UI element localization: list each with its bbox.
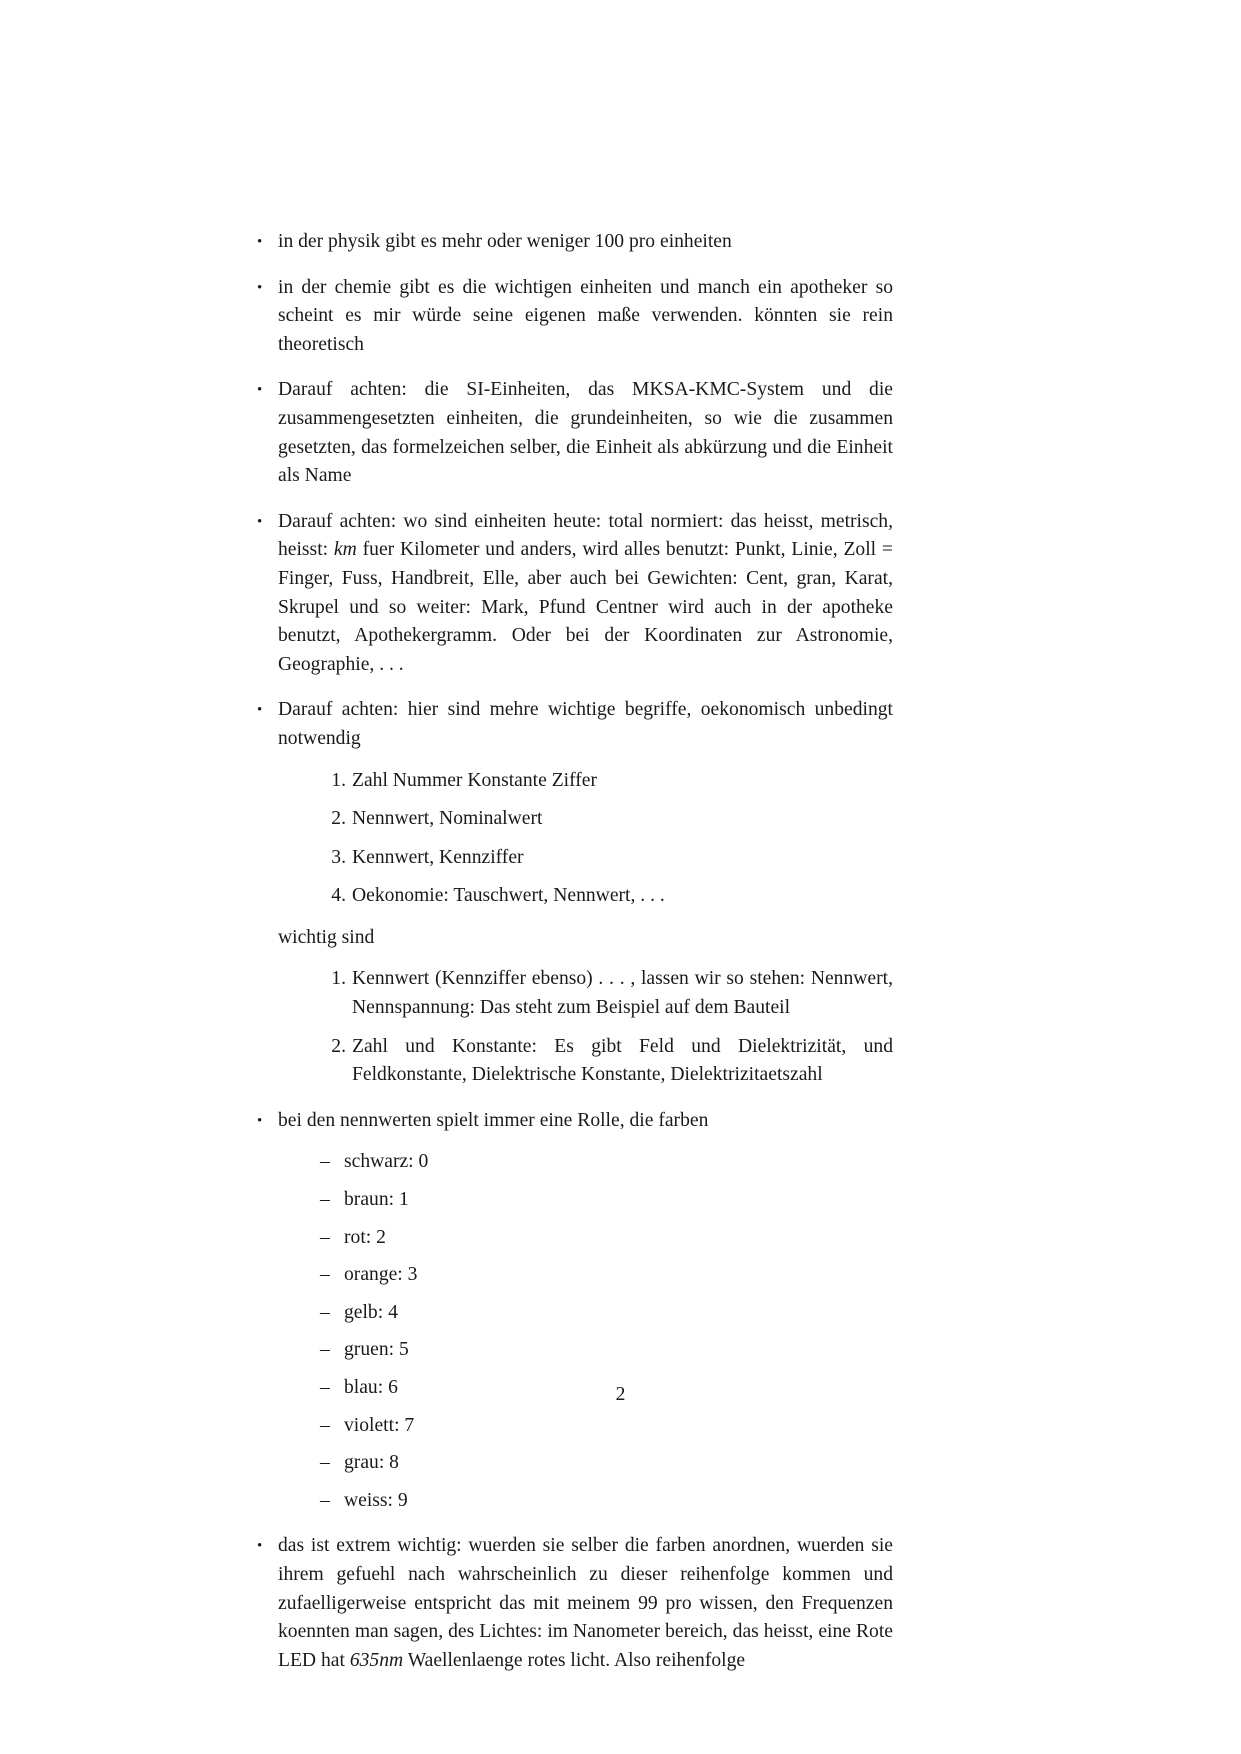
dash-marker-icon: – (320, 1151, 330, 1173)
bullet-item-begriffe (255, 696, 893, 1090)
text-segment-pre: Darauf achten: wo sind einheiten heute: total normiert: das heisst, metrisch, heisst: (278, 510, 893, 561)
bullet-marker-icon: • (257, 234, 263, 250)
dash-marker-icon: – (320, 1489, 330, 1511)
dash-marker-icon: – (320, 1339, 330, 1361)
dash-marker-icon: – (320, 1377, 330, 1398)
list-item-text: Kennwert, Kennziffer (352, 846, 524, 868)
bullet-text-einheiten-heute (278, 508, 893, 680)
bullet-item-einheiten-heute (255, 508, 893, 680)
bullet-marker-icon: • (257, 382, 263, 399)
list-item-text: weiss: 9 (344, 1489, 408, 1511)
dash-list-farben (278, 1148, 893, 1515)
list-item-text: Kennwert (Kennziffer ebenso) . . . , lassen wir so stehen: Nennwert, Nennspannung: Das steht zum Beispiel auf dem Bauteil (352, 968, 893, 1019)
bullet-marker-icon: • (257, 1538, 263, 1555)
list-item-text: Nennwert, Nominalwert (352, 808, 543, 830)
bullet-text-farben: bei den nennwerten spielt immer eine Rolle, die farben (278, 1109, 709, 1131)
list-item-text: orange: 3 (344, 1264, 418, 1286)
list-item-text: blau: 6 (344, 1377, 398, 1398)
list-item (320, 1224, 893, 1253)
list-item-text: Oekonomie: Tauschwert, Nennwert, . . . (352, 885, 665, 907)
list-item-text: gelb: 4 (344, 1301, 398, 1323)
list-item-text: violett: 7 (344, 1414, 415, 1436)
dash-marker-icon: – (320, 1189, 330, 1211)
document-body (255, 228, 893, 1675)
list-marker: 1. (331, 769, 346, 791)
list-marker: 2. (331, 808, 346, 830)
list-item (324, 965, 893, 1022)
list-item (324, 767, 893, 796)
list-marker: 3. (331, 846, 346, 868)
text-segment-post: fuer Kilometer und anders, wird alles benutzt: Punkt, Linie, Zoll = Finger, Fuss, Handbreit, Elle, aber auch bei Gewichten: Cent, gran, Karat, Skrupel und so weiter: Mark, Pfund Centner wird auch in der apotheke benutzt, Apothekergramm. Oder bei der Koordinaten zur Astronomie, Geographie, . . . (278, 539, 893, 675)
bullet-marker-icon: • (257, 1112, 263, 1129)
page-number: 2 (615, 1384, 626, 1405)
list-item (324, 882, 893, 911)
list-item-text: grau: 8 (344, 1452, 399, 1474)
dash-marker-icon: – (320, 1414, 330, 1436)
numbered-list-wichtig (278, 965, 893, 1089)
list-item (320, 1261, 893, 1290)
dash-marker-icon: – (320, 1452, 330, 1474)
list-item (320, 1299, 893, 1328)
list-marker: 2. (331, 1035, 346, 1057)
bullet-item-farben (255, 1107, 893, 1516)
list-item (324, 805, 893, 834)
bullet-text-chemie: in der chemie gibt es die wichtigen einheiten und manch ein apotheker so scheint es mir würde seine eigenen maße verwenden. könnten sie rein theoretisch (278, 276, 893, 355)
list-item-text: Zahl und Konstante: Es gibt Feld und Dielektrizität, und Feldkonstante, Dielektrische Konstante, Dielektrizitaetszahl (352, 1035, 893, 1086)
list-item (320, 1336, 893, 1365)
list-marker: 4. (331, 885, 346, 907)
bullet-marker-icon: • (257, 513, 263, 530)
list-item (320, 1186, 893, 1215)
numbered-list-begriffe (278, 767, 893, 911)
list-item-text: Zahl Nummer Konstante Ziffer (352, 769, 598, 791)
list-item-text: schwarz: 0 (344, 1151, 429, 1173)
math-term-635nm: 635nm (349, 1649, 404, 1671)
bullet-text-physik: in der physik gibt es mehr oder weniger 100 pro einheiten (278, 231, 732, 252)
interline-text-wichtig-sind: wichtig sind (278, 926, 375, 948)
text-segment-pre: das ist extrem wichtig: wuerden sie selber die farben anordnen, wuerden sie ihrem gefuehl nach wahrscheinlich zu dieser reihenfolge kommen und zufaelligerweise entspricht das mit meinem 99 pro wissen, den Frequenzen koennten man sagen, des Lichtes: im Nanometer bereich, das heisst, eine Rote LED hat (278, 1535, 893, 1671)
list-item-text: rot: 2 (344, 1226, 386, 1248)
bullet-item-physik (255, 228, 893, 257)
list-item-text: gruen: 5 (344, 1339, 409, 1361)
bullet-item-reihenfolge (255, 1532, 893, 1675)
list-item (320, 1487, 893, 1516)
list-item (324, 844, 893, 873)
bullet-item-chemie (255, 274, 893, 360)
list-item (320, 1412, 893, 1441)
bullet-item-si-einheiten (255, 376, 893, 490)
bullet-marker-icon: • (257, 702, 263, 719)
bullet-text-reihenfolge (278, 1532, 893, 1675)
list-marker: 1. (331, 968, 346, 990)
top-level-bullet-list (255, 228, 893, 1675)
list-item (324, 1033, 893, 1090)
list-item (320, 1148, 893, 1177)
list-item (320, 1449, 893, 1478)
text-segment-post: Waellenlaenge rotes licht. Also reihenfolge (403, 1649, 746, 1671)
bullet-marker-icon: • (257, 279, 263, 296)
dash-marker-icon: – (320, 1226, 330, 1248)
dash-marker-icon: – (320, 1301, 330, 1323)
bullet-text-begriffe-intro: Darauf achten: hier sind mehre wichtige begriffe, oekonomisch unbedingt notwendig (278, 699, 893, 749)
dash-marker-icon: – (320, 1264, 330, 1286)
list-item-text: braun: 1 (344, 1189, 409, 1211)
math-term-km: km (333, 539, 357, 561)
bullet-text-si-einheiten: Darauf achten: die SI-Einheiten, das MKSA-KMC-System und die zusammengesetzten einheiten, die grundeinheiten, so wie die zusammen gesetzten, das formelzeichen selber, die Einheit als abkürzung und die Einheit als Name (278, 379, 893, 487)
